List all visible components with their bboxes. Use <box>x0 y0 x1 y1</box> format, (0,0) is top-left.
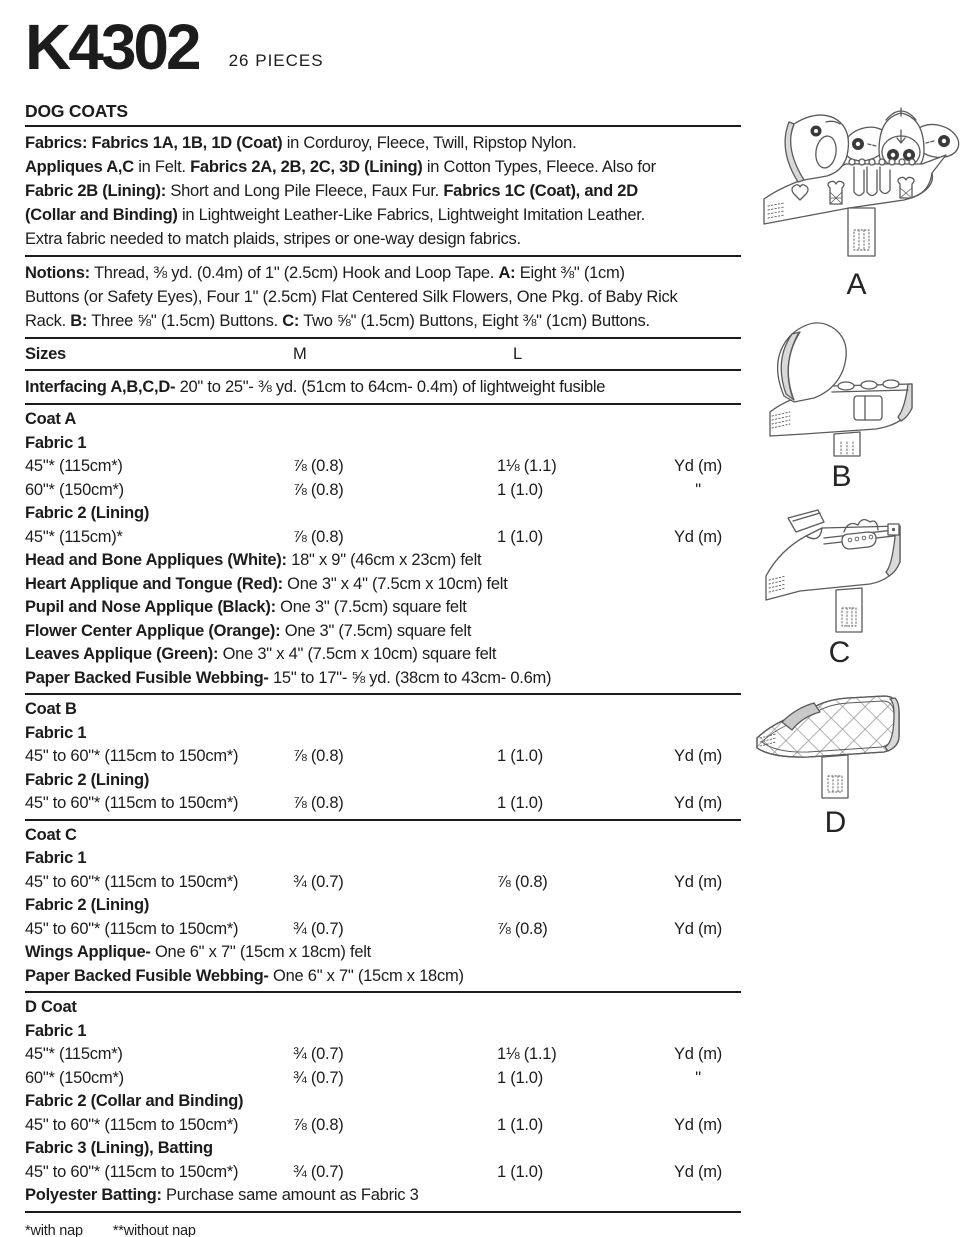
pattern-number: K4302 <box>25 11 199 83</box>
yardage-row <box>25 1161 741 1185</box>
table-text-row: Heart Applique and Tongue (Red): One 3" x 4" (7.5cm x 10cm) felt <box>25 574 508 593</box>
yardage-unit: Yd (m) <box>674 919 722 938</box>
yardage-label: 60"* (150cm*) <box>25 1068 124 1087</box>
yardage-m: ¾ (0.7) <box>293 1162 344 1181</box>
size-column-l: L <box>513 345 522 363</box>
figure-view-b <box>760 316 924 494</box>
yardage-row <box>25 792 741 816</box>
yardage-label: 45" to 60"* (115cm to 150cm*) <box>25 794 239 812</box>
yardage-m: ⅞ (0.8) <box>293 747 344 765</box>
yardage-row <box>25 1067 741 1091</box>
figure-label-c: C <box>828 636 852 669</box>
table-text-row: Coat C <box>25 825 77 844</box>
section-divider <box>25 991 741 993</box>
yardage-l: 1 (1.0) <box>497 794 543 812</box>
table-text-row: Fabric 3 (Lining), Batting <box>25 1139 213 1157</box>
text-line: (Collar and Binding) in Lightweight Leather-Like Fabrics, Lightweight Imitation Leather. <box>25 206 645 224</box>
yardage-m: ⅞ (0.8) <box>293 480 344 499</box>
yardage-row <box>25 479 741 503</box>
masthead <box>25 11 741 83</box>
yardage-m: ¾ (0.7) <box>293 1045 344 1063</box>
yardage-label: 45" to 60"* (115cm to 150cm*) <box>25 919 239 938</box>
yardage-unit: Yd (m) <box>674 527 722 546</box>
figure-label-a: A <box>846 268 868 301</box>
figure-view-c <box>758 504 922 670</box>
coat-d-illustration <box>752 684 920 804</box>
yardage-row <box>25 1114 741 1138</box>
interfacing-line <box>25 374 741 400</box>
yardage-l: 1 (1.0) <box>497 1068 543 1087</box>
table-text-row: Fabric 1 <box>25 1021 87 1040</box>
yardage-unit: " <box>695 480 701 499</box>
section-divider <box>25 693 741 695</box>
yardage-m: ⅞ (0.8) <box>293 1115 344 1134</box>
table-text-row: Fabric 2 (Collar and Binding) <box>25 1092 244 1110</box>
table-text-row: Fabric 2 (Lining) <box>25 896 150 914</box>
yardage-unit: Yd (m) <box>674 1045 722 1063</box>
table-text-row: Wings Applique- One 6" x 7" (15cm x 18cm) felt <box>25 943 372 961</box>
yardage-label: 60"* (150cm*) <box>25 480 124 499</box>
figure-label-b: B <box>831 460 853 493</box>
with-nap-note: *with nap <box>25 1222 83 1237</box>
size-column-m: M <box>293 345 307 363</box>
sizes-header-row <box>25 342 741 366</box>
sizes-label: Sizes <box>25 345 66 363</box>
divider <box>25 403 741 405</box>
yardage-l: ⅞ (0.8) <box>497 872 548 891</box>
text-line: Buttons (or Safety Eyes), Four 1" (2.5cm) Flat Centered Silk Flowers, One Pkg. of Baby Rick <box>25 288 678 306</box>
yardage-row <box>25 526 741 550</box>
yardage-unit: Yd (m) <box>674 794 722 812</box>
yardage-label: 45"* (115cm*) <box>25 1045 123 1063</box>
text-line: Notions: Thread, ⅜ yd. (0.4m) of 1" (2.5cm) Hook and Loop Tape. A: Eight ⅜" (1cm) <box>25 264 625 282</box>
table-text-row: Fabric 2 (Lining) <box>25 770 150 789</box>
figure-view-a <box>754 100 960 302</box>
fabrics-paragraph <box>25 130 741 252</box>
table-text-row: Leaves Applique (Green): One 3" x 4" (7.5cm x 10cm) square felt <box>25 645 497 663</box>
table-text-row: Coat A <box>25 410 77 428</box>
table-text-row: Fabric 1 <box>25 433 87 452</box>
text-line: Fabric 2B (Lining): Short and Long Pile Fleece, Faux Fur. Fabrics 1C (Coat), and 2D <box>25 182 638 200</box>
yardage-label: 45"* (115cm)* <box>25 527 123 546</box>
pieces-count: 26 PIECES <box>228 51 324 70</box>
notions-paragraph <box>25 260 741 334</box>
yardage-label: 45" to 60"* (115cm to 150cm*) <box>25 872 239 891</box>
yardage-row <box>25 918 741 942</box>
yardage-label: 45" to 60"* (115cm to 150cm*) <box>25 1162 239 1181</box>
yardage-row <box>25 745 741 769</box>
figure-label-d: D <box>824 806 848 839</box>
yardage-l: 1 (1.0) <box>497 1162 543 1181</box>
table-text-row: Fabric 1 <box>25 849 87 867</box>
figure-view-d <box>752 684 920 840</box>
table-text-row: Polyester Batting: Purchase same amount as Fabric 3 <box>25 1186 419 1204</box>
text-line: Interfacing A,B,C,D- 20" to 25"- ⅜ yd. (51cm to 64cm- 0.4m) of lightweight fusible <box>25 378 606 396</box>
coat-c-illustration <box>760 504 920 634</box>
divider <box>25 369 741 371</box>
yardage-row <box>25 1043 741 1067</box>
without-nap-note: **without nap <box>112 1222 196 1237</box>
yardage-m: ⅞ (0.8) <box>293 457 344 475</box>
yardage-l: 1 (1.0) <box>497 747 543 765</box>
yardage-l: 1⅛ (1.1) <box>497 457 557 475</box>
text-line: Fabrics: Fabrics 1A, 1B, 1D (Coat) in Corduroy, Fleece, Twill, Ripstop Nylon. <box>25 134 577 152</box>
divider <box>25 125 741 127</box>
yardage-label: 45"* (115cm*) <box>25 457 123 475</box>
yardage-l: 1 (1.0) <box>497 1115 543 1134</box>
yardage-unit: Yd (m) <box>674 1162 722 1181</box>
yardage-unit: Yd (m) <box>674 457 722 475</box>
table-text-row: Paper Backed Fusible Webbing- One 6" x 7" (15cm x 18cm) <box>25 966 464 985</box>
yardage-m: ⅞ (0.8) <box>293 794 344 812</box>
yardage-m: ¾ (0.7) <box>293 919 344 938</box>
yardage-unit: Yd (m) <box>674 1115 722 1134</box>
yardage-l: 1⅛ (1.1) <box>497 1045 557 1063</box>
table-text-row: Fabric 1 <box>25 723 87 742</box>
yardage-label: 45" to 60"* (115cm to 150cm*) <box>25 1115 239 1134</box>
text-line: Extra fabric needed to match plaids, stripes or one-way design fabrics. <box>25 230 521 248</box>
table-text-row: Flower Center Applique (Orange): One 3" (7.5cm) square felt <box>25 621 472 640</box>
yardage-l: 1 (1.0) <box>497 527 543 546</box>
divider <box>25 337 741 339</box>
yardage-chart <box>25 11 741 1237</box>
divider <box>25 255 741 257</box>
yardage-unit: " <box>695 1068 701 1087</box>
coat-a-illustration <box>754 100 960 266</box>
divider <box>25 1211 741 1213</box>
yardage-row <box>25 871 741 895</box>
yardage-l: ⅞ (0.8) <box>497 919 548 938</box>
yardage-unit: Yd (m) <box>674 872 722 891</box>
coat-sections <box>25 408 741 1208</box>
yardage-l: 1 (1.0) <box>497 480 543 499</box>
table-text-row: Head and Bone Appliques (White): 18" x 9" (46cm x 23cm) felt <box>25 551 482 569</box>
view-illustrations <box>740 0 968 1237</box>
table-text-row: D Coat <box>25 998 77 1016</box>
yardage-label: 45" to 60"* (115cm to 150cm*) <box>25 747 239 765</box>
table-text-row: Fabric 2 (Lining) <box>25 504 150 522</box>
coat-b-illustration <box>762 316 922 458</box>
yardage-m: ¾ (0.7) <box>293 872 344 891</box>
yardage-m: ⅞ (0.8) <box>293 527 344 546</box>
yardage-m: ¾ (0.7) <box>293 1068 344 1087</box>
yardage-unit: Yd (m) <box>674 747 722 765</box>
table-text-row: Paper Backed Fusible Webbing- 15" to 17"- ⅝ yd. (38cm to 43cm- 0.6m) <box>25 668 552 687</box>
table-text-row: Pupil and Nose Applique (Black): One 3" (7.5cm) square felt <box>25 598 467 616</box>
page-title: DOG COATS <box>25 101 128 121</box>
table-text-row: Coat B <box>25 700 77 718</box>
footnote <box>25 1221 741 1237</box>
yardage-row <box>25 455 741 479</box>
section-divider <box>25 819 741 821</box>
text-line: Rack. B: Three ⅝" (1.5cm) Buttons. C: Two ⅝" (1.5cm) Buttons, Eight ⅜" (1cm) Buttons. <box>25 312 650 330</box>
text-line: Appliques A,C in Felt. Fabrics 2A, 2B, 2C, 3D (Lining) in Cotton Types, Fleece. Also for <box>25 158 656 176</box>
